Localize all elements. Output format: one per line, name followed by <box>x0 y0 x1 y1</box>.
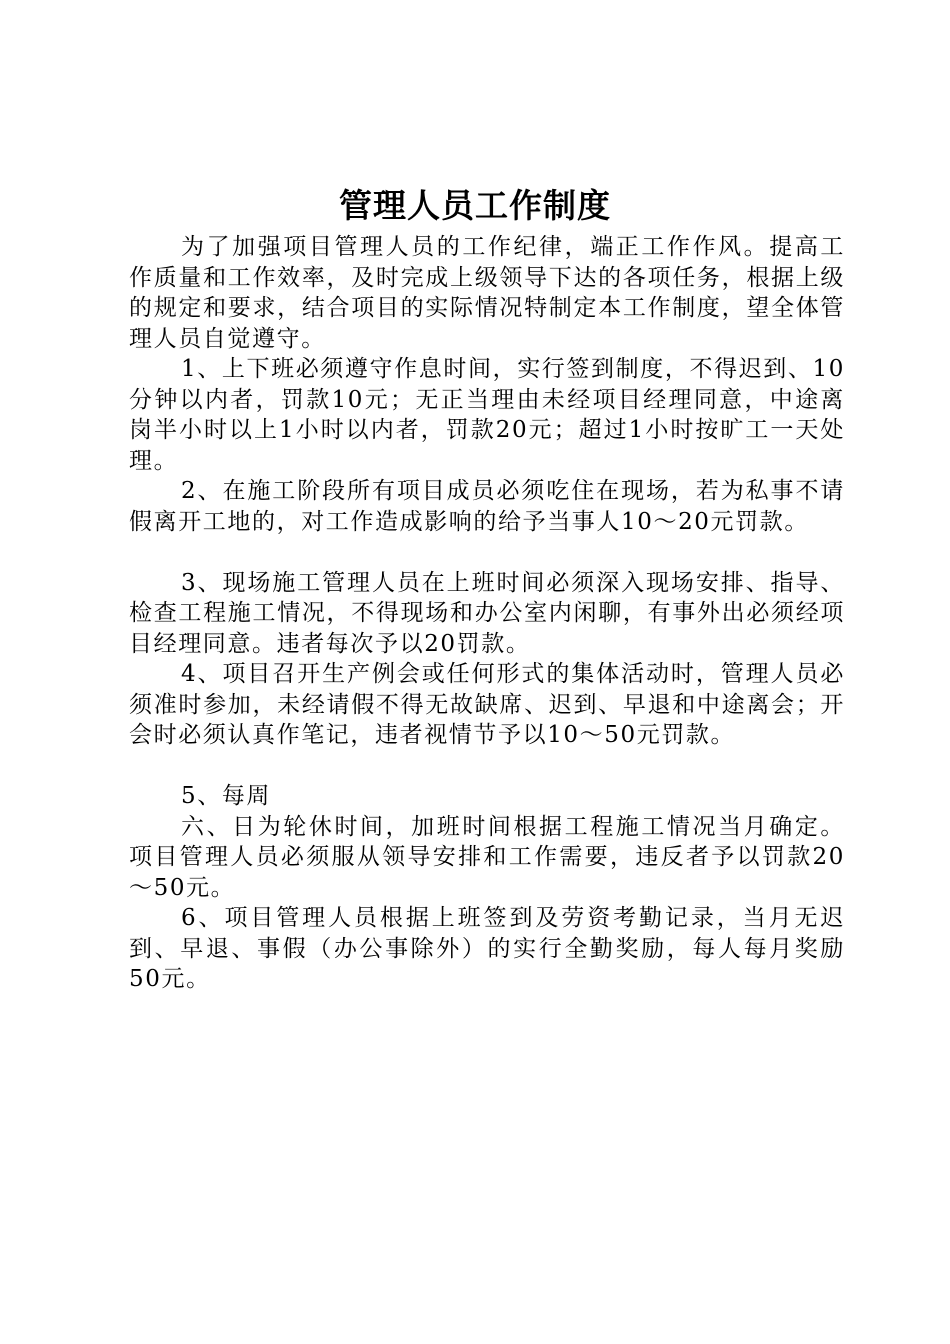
paragraph-spacer <box>129 751 845 782</box>
paragraph-spacer <box>129 537 845 568</box>
intro-paragraph: 为了加强项目管理人员的工作纪律，端正工作作风。提高工作质量和工作效率，及时完成上级领导下达的各项任务，根据上级的规定和要求，结合项目的实际情况特制定本工作制度，望全体管理人员自觉遵守。 <box>129 234 845 352</box>
rule-3-paragraph: 3、现场施工管理人员在上班时间必须深入现场安排、指导、检查工程施工情况，不得现场和办公室内闲聊，有事外出必须经项目经理同意。违者每次予以20罚款。 <box>129 569 845 657</box>
document-body <box>129 232 845 995</box>
rule-4-paragraph: 4、项目召开生产例会或任何形式的集体活动时，管理人员必须准时参加，未经请假不得无故缺席、迟到、早退和中途离会；开会时必须认真作笔记，违者视情节予以10～50元罚款。 <box>129 661 845 748</box>
rule-2-paragraph: 2、在施工阶段所有项目成员必须吃住在现场，若为私事不请假离开工地的，对工作造成影响的给予当事人10～20元罚款。 <box>129 478 845 535</box>
document-title: 管理人员工作制度 <box>339 186 611 225</box>
rule-1-paragraph: 1、上下班必须遵守作息时间，实行签到制度，不得迟到、10分钟以内者，罚款10元；无正当理由未经项目经理同意，中途离岗半小时以上1小时以内者，罚款20元；超过1小时按旷工一天处理。 <box>129 356 845 474</box>
rule-5-paragraph: 5、每周 <box>181 783 272 809</box>
rule-6-paragraph: 6、项目管理人员根据上班签到及劳资考勤记录，当月无迟到、早退、事假（办公事除外）的实行全勤奖励，每人每月奖励50元。 <box>129 905 845 992</box>
rule-5-continued-paragraph: 六、日为轮休时间，加班时间根据工程施工情况当月确定。项目管理人员必须服从领导安排和工作需要，违反者予以罚款20～50元。 <box>129 813 845 901</box>
